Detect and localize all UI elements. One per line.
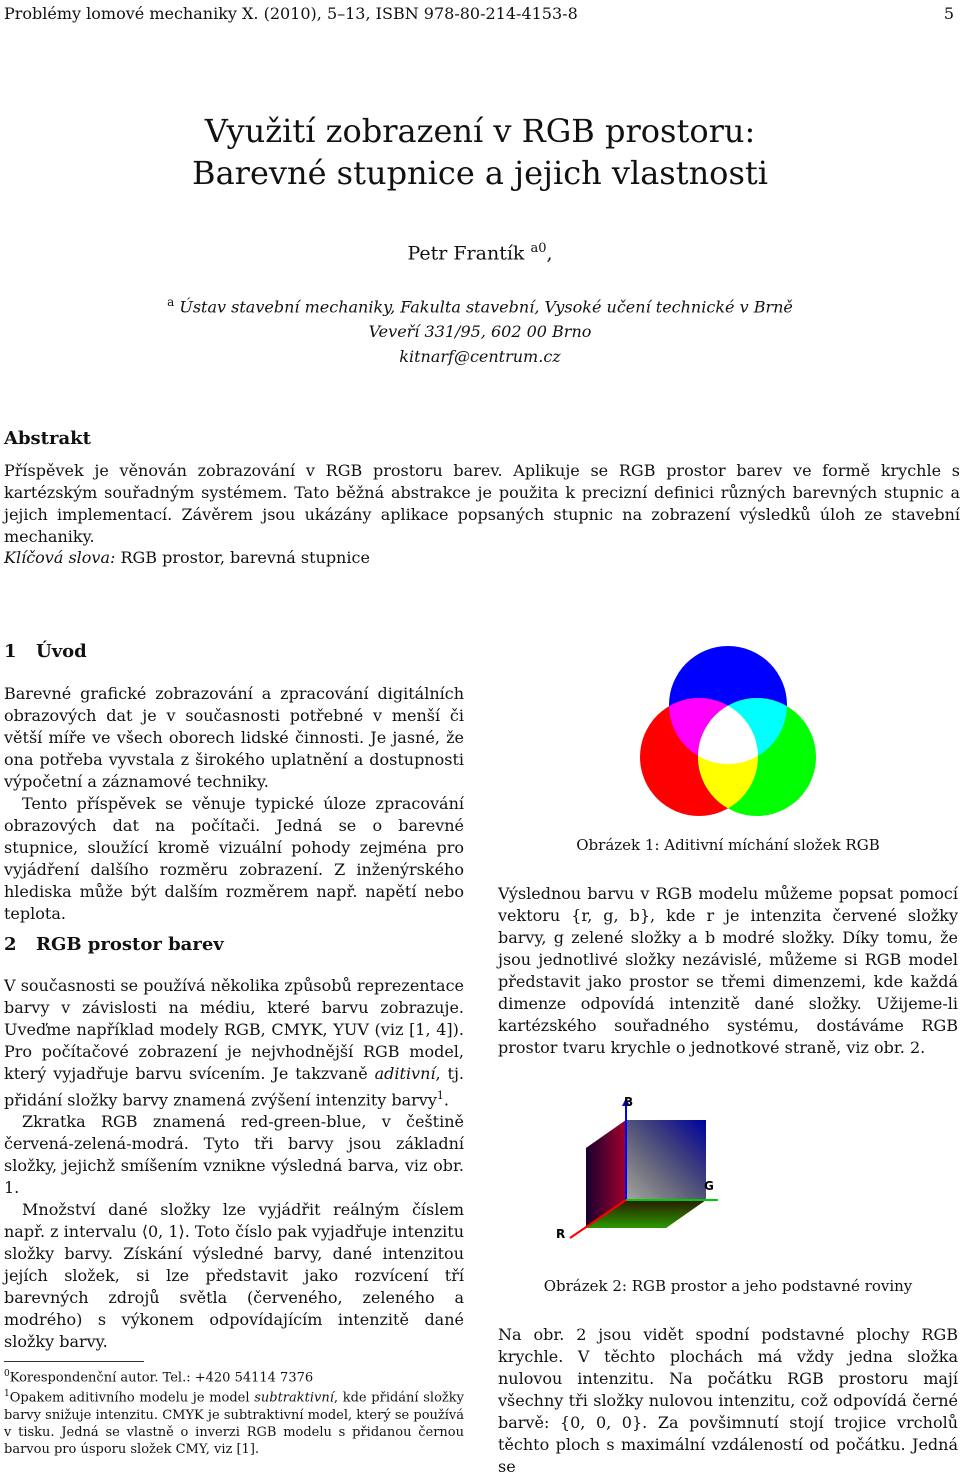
- section-2-paragraph-1-c: .: [443, 1090, 449, 1110]
- abstract-text: Příspěvek je věnován zobrazování v RGB prostoru barev. Aplikuje se RGB prostor barev ve formě krychle s kartézským souřadným systémem. Tato běžná abstrakce je použita k precizní definici různých barevných stupnic a jejich implementací. Závěrem jsou ukázány aplikace popsaných stupnic na zobrazení výsledků úloh ze stavební mechaniky.: [4, 461, 960, 546]
- right-paragraph-2: Na obr. 2 jsou vidět spodní podstavné plochy RGB krychle. V těchto plochách má vždy jedna složka nulovou intenzitu. Na počátku RGB prostoru mají všechny tři složky nulovou intenzitu, což odpovídá černé barvě: {0, 0, 0}. Za povšimnutí stojí trojice vrcholů těchto ploch s maximální vzdáleností od počátku. Jedná se: [498, 1325, 958, 1476]
- paper-title: [0, 110, 960, 194]
- keywords-text: RGB prostor, barevná stupnice: [120, 548, 370, 567]
- running-header: Problémy lomové mechaniky X. (2010), 5–13, ISBN 978-80-214-4153-8: [4, 4, 578, 23]
- affiliation: [0, 290, 960, 369]
- footnote-1: [4, 1386, 464, 1457]
- footnote-1-text-b: , kde přidání složky barvy snižuje intenzitu. CMYK je subtraktivní model, který se používá v tisku. Jedná se vlastně o inverzi RGB modelu s přidanou černou barvou pro úsporu složek CMY, viz [1].: [4, 1390, 464, 1457]
- keywords-label: Klíčová slova:: [4, 548, 116, 567]
- section-1-paragraph-2: Tento příspěvek se věnuje typické úloze zpracování obrazových dat na počítači. Jedná se o barevné stupnice, sloužící kromě vizuální pohody zejména pro vyjádření dalšího rozměru zobrazení. Z inženýrského hlediska může být dalším rozměrem např. napětí nebo teplota.: [4, 794, 464, 923]
- cube-face-gb-shade: [626, 1120, 706, 1200]
- section-2-title: RGB prostor barev: [36, 934, 224, 955]
- axis-r-label: R: [556, 1227, 566, 1241]
- footnotes: [4, 1366, 464, 1458]
- section-2-paragraph-1: [4, 975, 464, 1111]
- axis-g-label: G: [704, 1179, 714, 1193]
- footnote-ref-1[interactable]: 1: [436, 1089, 444, 1102]
- footnote-0-text: Korespondenční autor. Tel.: +420 54114 7376: [9, 1370, 314, 1386]
- right-paragraph-1: Výslednou barvu v RGB modelu můžeme popsat pomocí vektoru {r, g, b}, kde r je intenzita červené složky barvy, g zelené složky a b modré složky. Díky tomu, že jsou jednotlivé složky nezávislé, můžeme si RGB model představit jako prostor se třemi dimenzemi, kde každá dimenze odpovídá intenzitě dané složky. Užijeme-li kartézského souřadného systému, dostáváme RGB prostor tvaru krychle o jednotkové straně, viz obr. 2.: [498, 884, 958, 1057]
- section-2-heading: [4, 934, 224, 955]
- author-name: Petr Frantík: [407, 242, 525, 265]
- author-email[interactable]: kitnarf@centrum.cz: [399, 347, 561, 367]
- author-line: [0, 241, 960, 264]
- author-mark: a0: [530, 241, 547, 256]
- figure-2-caption: Obrázek 2: RGB prostor a jeho podstavné roviny: [543, 1277, 913, 1295]
- title-line-1: Využití zobrazení v RGB prostoru:: [204, 112, 756, 150]
- section-2-body: [4, 975, 464, 1353]
- figure-1-caption: Obrázek 1: Aditivní míchání složek RGB: [576, 836, 880, 854]
- footnote-0-mark: 0: [4, 1369, 10, 1379]
- section-1-paragraph-1: Barevné grafické zobrazování a zpracování digitálních obrazových dat je v současnosti potřebné v menší či větší míře ve všech oborech lidské činnosti. Je jasné, že ona potřeba vyvstala z širokého uplatnění a dostupnosti výpočetní a záznamové techniky.: [4, 684, 464, 791]
- keywords: [4, 548, 370, 567]
- section-1-body: [4, 683, 464, 925]
- title-line-2: Barevné stupnice a jejich vlastnosti: [192, 154, 768, 192]
- section-1-heading: [4, 641, 87, 662]
- footnote-0: [4, 1366, 464, 1386]
- page-number: 5: [943, 4, 954, 23]
- section-2-paragraph-3: Množství dané složky lze vyjádřit reálným číslem např. z intervalu ⟨0, 1⟩. Toto číslo pak vyjadřuje intenzitu složky barvy. Získání výsledné barvy, dané intenzitou jejích složek, si lze představit jako rozvícení tří barevných zdrojů světla (červeného, zeleného a modrého) s výkonem odpovídajícím intenzitě dané složky barvy.: [4, 1200, 464, 1352]
- affiliation-line-2: Veveří 331/95, 602 00 Brno: [368, 322, 592, 342]
- section-2-paragraph-1-b: , tj. přidání složky barvy znamená zvýšení intenzity barvy: [4, 1064, 465, 1110]
- footnote-1-mark: 1: [4, 1389, 10, 1400]
- section-1-number: 1: [4, 641, 17, 662]
- section-1-title: Úvod: [36, 641, 87, 662]
- section-2-emphasis: aditivní: [374, 1064, 436, 1083]
- affiliation-mark: a: [167, 295, 175, 309]
- figure-2-rgb-cube: [548, 1088, 778, 1246]
- axis-b-label: B: [624, 1095, 634, 1109]
- footnote-1-emphasis: subtraktivní: [254, 1390, 334, 1406]
- section-2-paragraph-1-a: V současnosti se používá několika způsobů reprezentace barvy v závislosti na médiu, které barvu zobrazuje. Uveďme například modely RGB, CMYK, YUV (viz [1, 4]). Pro počítačové zobrazení je nejvhodnější RGB model, který vyjadřuje barvu svícením. Je takzvaně: [4, 976, 464, 1083]
- footnote-rule: [4, 1361, 144, 1362]
- section-2-number: 2: [4, 934, 17, 955]
- section-2-paragraph-2: Zkratka RGB znamená red-green-blue, v češtině červená-zelená-modrá. Tyto tři barvy jsou základní složky, jejichž smíšením vznikne výsledná barva, viz obr. 1.: [4, 1112, 464, 1198]
- abstract-heading: Abstrakt: [4, 428, 91, 449]
- affiliation-line-1: Ústav stavební mechaniky, Fakulta stavební, Vysoké učení technické v Brně: [179, 297, 793, 317]
- figure-1-rgb-circles: [638, 646, 818, 826]
- footnote-1-text-a: Opakem aditivního modelu je model: [9, 1390, 255, 1406]
- author-trail: ,: [546, 242, 553, 265]
